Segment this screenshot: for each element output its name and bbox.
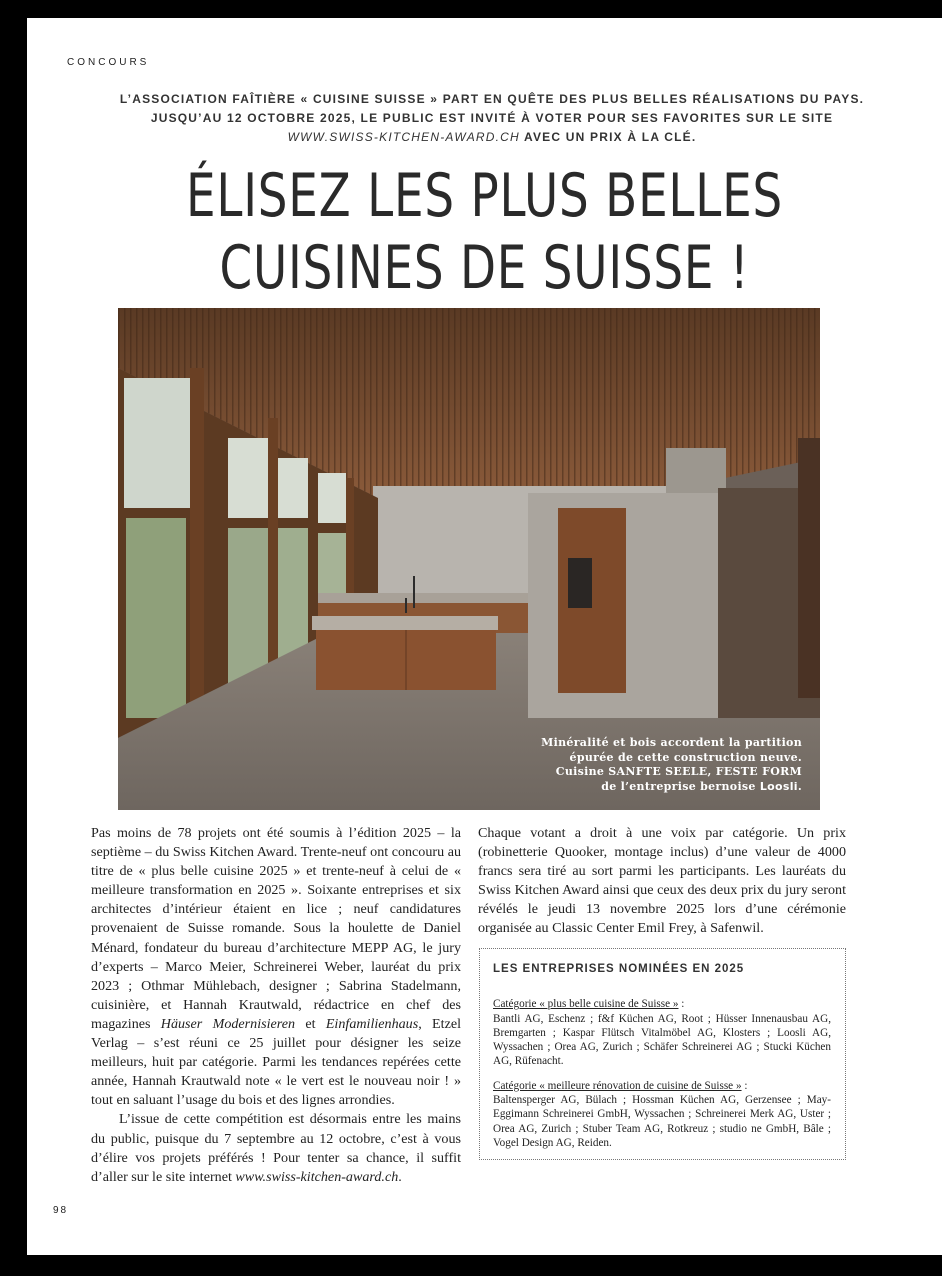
paragraph-1-b: , Etzel Verlag – s’est réuni ce 25 juillet pour désigner les seize meilleurs, huit par catégorie. Parmi les tendances repérées cette année, Hannah Krautwald note « le vert est le nouveau noir ! » tout en saluant l’usage du bois et des lignes arrondies. [91,1015,461,1109]
kitchen-illustration [118,308,820,810]
intro-line-1: L’ASSOCIATION FAÎTIÈRE « CUISINE SUISSE » PART EN QUÊTE DES PLUS BELLES RÉALISATIONS DU PAYS. [119,92,865,106]
intro-line-3-rest: AVEC UN PRIX À LA CLÉ. [519,130,697,144]
title-line-2: CUISINES DE SUISSE ! [219,233,750,303]
category-1-colon: : [678,998,685,1011]
category-2-label: Catégorie « meilleure rénovation de cuisine de Suisse » [493,1079,742,1092]
magazine-title-2: Einfamilienhaus [325,1015,419,1032]
magazine-page [27,18,942,1255]
intro-url[interactable]: WWW.SWISS-KITCHEN-AWARD.CH [287,130,520,144]
magazine-title-1: Häuser Modernisieren [160,1015,296,1032]
nominees-box [479,948,846,1160]
category-2-list: Baltensperger AG, Bülach ; Hossman Küchen AG, Gerzensee ; May-Eggimann Schreinerei GmbH, Wyssachen ; Schreinerei Merk AG, Uster ; Orea AG, Zurich ; Stuber Team AG, Rotkreuz ; studio ne GmbH, Bâle ; Vogel Design AG, Reiden. [493,1094,831,1149]
category-2-colon: : [741,1079,748,1092]
paragraph-1-a: Pas moins de 78 projets ont été soumis à l’édition 2025 – la septième – du Swiss Kitchen Award. Trente-neuf ont concouru au titre de « plus belle cuisine 2025 » et trente-neuf à celui de « meilleure transformation en 2025 ». Soixante entreprises et six architectes d’intérieur étaient en lice ; neuf candidatures provenaient de Suisse romande. Sous la houlette de Daniel Ménard, fondateur du bureau d’architecture MEPP AG, le jury d’experts – Marco Meier, Schreinerei Weber, lauréat du prix 2023 ; Othmar Mühlebach, designer ; Sabrina Stadelmann, cuisinière, et Hannah Krautwald, rédactrice en chef des magazines [91,825,461,1032]
nominees-title: LES ENTREPRISES NOMINÉES EN 2025 [493,963,745,975]
section-label: CONCOURS [67,57,150,68]
category-1-list: Bantli AG, Eschenz ; f&f Küchen AG, Root ; Hüsser Innenausbau AG, Bremgarten ; Kaspar Flütsch Vitalmöbel AG, Klosters ; Loosli AG, Wyssachen ; Orea AG, Zurich ; Schäfer Schreinerei AG ; Stucki Küchen AG, Rüfenacht. [493,1012,831,1068]
kitchen-photo [118,308,820,810]
article-column-right [478,824,846,939]
nominees-category-2 [493,1079,831,1150]
title-line-1: ÉLISEZ LES PLUS BELLES [186,161,783,231]
page-number: 98 [53,1205,69,1216]
category-1-label: Catégorie « plus belle cuisine de Suisse » [493,998,679,1011]
paragraph-2 [91,1110,461,1186]
nominees-category-1 [493,997,831,1068]
paragraph-1 [91,824,461,1110]
caption-line-2: épurée de cette construction neuve. [569,750,802,764]
page-title [151,160,818,304]
article-column-left [91,824,461,1187]
site-url-link[interactable]: www.swiss-kitchen-award.ch [235,1168,399,1185]
caption-line-3: Cuisine SANFTE SEELE, FESTE FORM [555,765,802,778]
intro-line-3 [87,128,897,147]
paragraph-2-end: . [398,1168,402,1185]
caption-line-4 [522,780,802,795]
paragraph-3: Chaque votant a droit à une voix par catégorie. Un prix (robinetterie Quooker, montage inclus) d’une valeur de 4000 francs sera tiré au sort parmi les participants. Les lauréats du Swiss Kitchen Award ainsi que ceux des deux prix du jury seront révélés le jeudi 13 novembre 2025 lors d’une cérémonie organisée au Classic Center Emil Frey, à Safenwil. [478,825,846,937]
intro-line-2: JUSQU’AU 12 OCTOBRE 2025, LE PUBLIC EST INVITÉ À VOTER POUR SES FAVORITES SUR LE SITE [150,111,834,125]
caption-brand: Loosli [759,779,798,793]
paragraph-1-and: et [295,1015,326,1032]
paragraph-2-a: L’issue de cette compétition est désormais entre les mains du public, puisque du 7 septembre au 12 octobre, c’est à vous d’élire vos projets préférés ! Pour tenter sa chance, il suffit d’aller sur le site internet [91,1111,461,1185]
caption-line-1: Minéralité et bois accordent la partition [541,736,802,749]
caption-line-4-prefix: de l’entreprise bernoise [601,779,760,793]
photo-caption [522,736,802,794]
caption-line-4-suffix: . [797,779,802,793]
intro-lead [87,90,897,147]
